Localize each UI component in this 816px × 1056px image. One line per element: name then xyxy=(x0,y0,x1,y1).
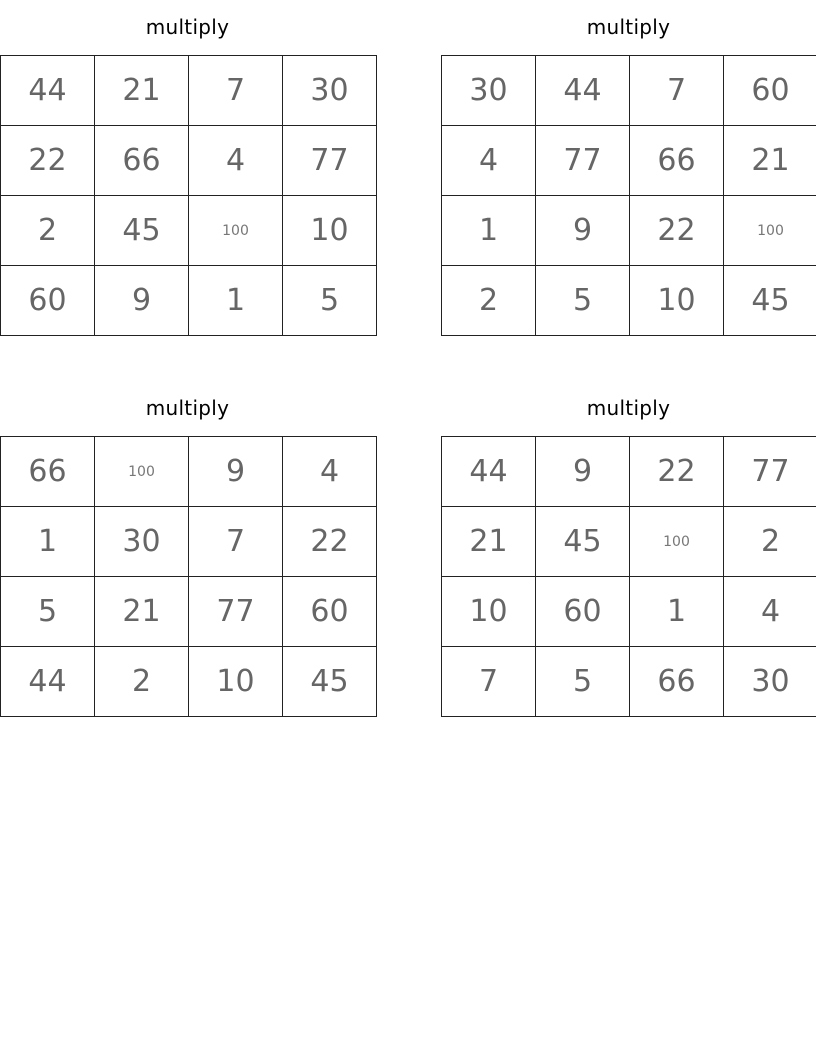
card-title: multiply xyxy=(145,396,230,420)
grid-cell[interactable]: 100 xyxy=(630,507,724,577)
bingo-grid xyxy=(441,436,816,717)
bingo-grid xyxy=(441,55,816,336)
grid-row xyxy=(442,196,816,266)
grid-cell[interactable]: 45 xyxy=(95,196,189,266)
grid-cell[interactable]: 4 xyxy=(283,437,377,507)
grid-cell[interactable]: 21 xyxy=(442,507,536,577)
grid-cell[interactable]: 2 xyxy=(1,196,95,266)
grid-cell[interactable]: 77 xyxy=(536,126,630,196)
grid-cell[interactable]: 9 xyxy=(189,437,283,507)
grid-cell[interactable]: 9 xyxy=(95,266,189,336)
grid-cell[interactable]: 44 xyxy=(536,56,630,126)
grid-row xyxy=(442,126,816,196)
grid-cell[interactable]: 21 xyxy=(724,126,816,196)
grid-cell[interactable]: 5 xyxy=(283,266,377,336)
grid-cell[interactable]: 77 xyxy=(283,126,377,196)
bingo-grid xyxy=(0,55,377,336)
grid-cell[interactable]: 2 xyxy=(442,266,536,336)
grid-cell[interactable]: 100 xyxy=(724,196,816,266)
grid-cell[interactable]: 30 xyxy=(442,56,536,126)
grid-row xyxy=(1,126,377,196)
grid-cell[interactable]: 100 xyxy=(189,196,283,266)
grid-cell[interactable]: 30 xyxy=(283,56,377,126)
grid-cell[interactable]: 21 xyxy=(95,56,189,126)
grid-row xyxy=(442,507,816,577)
grid-cell[interactable]: 4 xyxy=(189,126,283,196)
grid-cell[interactable]: 5 xyxy=(536,266,630,336)
card-title: multiply xyxy=(145,15,230,39)
grid-row xyxy=(1,196,377,266)
grid-cell[interactable]: 44 xyxy=(1,647,95,717)
grid-cell[interactable]: 7 xyxy=(442,647,536,717)
grid-cell[interactable]: 7 xyxy=(189,56,283,126)
grid-cell[interactable]: 5 xyxy=(1,577,95,647)
grid-row xyxy=(1,507,377,577)
grid-cell[interactable]: 30 xyxy=(95,507,189,577)
grid-row xyxy=(1,56,377,126)
grid-cell[interactable]: 60 xyxy=(724,56,816,126)
grid-cell[interactable]: 9 xyxy=(536,196,630,266)
grid-cell[interactable]: 44 xyxy=(442,437,536,507)
grid-cell[interactable]: 66 xyxy=(95,126,189,196)
grid-cell[interactable]: 45 xyxy=(724,266,816,336)
grid-cell[interactable]: 44 xyxy=(1,56,95,126)
grid-cell[interactable]: 60 xyxy=(283,577,377,647)
grid-row xyxy=(442,647,816,717)
grid-cell[interactable]: 30 xyxy=(724,647,816,717)
grid-cell[interactable]: 2 xyxy=(724,507,816,577)
grid-cell[interactable]: 66 xyxy=(1,437,95,507)
grid-cell[interactable]: 10 xyxy=(283,196,377,266)
grid-cell[interactable]: 10 xyxy=(189,647,283,717)
grid-row xyxy=(442,577,816,647)
grid-row xyxy=(1,647,377,717)
grid-cell[interactable]: 9 xyxy=(536,437,630,507)
grid-row xyxy=(442,56,816,126)
grid-cell[interactable]: 100 xyxy=(95,437,189,507)
grid-cell[interactable]: 4 xyxy=(442,126,536,196)
grid-cell[interactable]: 45 xyxy=(283,647,377,717)
grid-cell[interactable]: 4 xyxy=(724,577,816,647)
grid-cell[interactable]: 7 xyxy=(189,507,283,577)
grid-cell[interactable]: 10 xyxy=(442,577,536,647)
grid-cell[interactable]: 1 xyxy=(1,507,95,577)
grid-cell[interactable]: 22 xyxy=(283,507,377,577)
card-title: multiply xyxy=(586,15,671,39)
grid-row xyxy=(442,266,816,336)
grid-cell[interactable]: 1 xyxy=(442,196,536,266)
grid-cell[interactable]: 2 xyxy=(95,647,189,717)
grid-cell[interactable]: 5 xyxy=(536,647,630,717)
grid-row xyxy=(1,577,377,647)
grid-row xyxy=(1,266,377,336)
grid-cell[interactable]: 1 xyxy=(630,577,724,647)
grid-row xyxy=(442,437,816,507)
grid-cell[interactable]: 1 xyxy=(189,266,283,336)
grid-cell[interactable]: 45 xyxy=(536,507,630,577)
bingo-grid xyxy=(0,436,377,717)
grid-cell[interactable]: 22 xyxy=(630,437,724,507)
card-title: multiply xyxy=(586,396,671,420)
grid-cell[interactable]: 60 xyxy=(1,266,95,336)
grid-cell[interactable]: 22 xyxy=(1,126,95,196)
grid-cell[interactable]: 21 xyxy=(95,577,189,647)
grid-row xyxy=(1,437,377,507)
grid-cell[interactable]: 10 xyxy=(630,266,724,336)
grid-cell[interactable]: 22 xyxy=(630,196,724,266)
grid-cell[interactable]: 60 xyxy=(536,577,630,647)
grid-cell[interactable]: 77 xyxy=(189,577,283,647)
grid-cell[interactable]: 66 xyxy=(630,647,724,717)
grid-cell[interactable]: 66 xyxy=(630,126,724,196)
grid-cell[interactable]: 77 xyxy=(724,437,816,507)
grid-cell[interactable]: 7 xyxy=(630,56,724,126)
